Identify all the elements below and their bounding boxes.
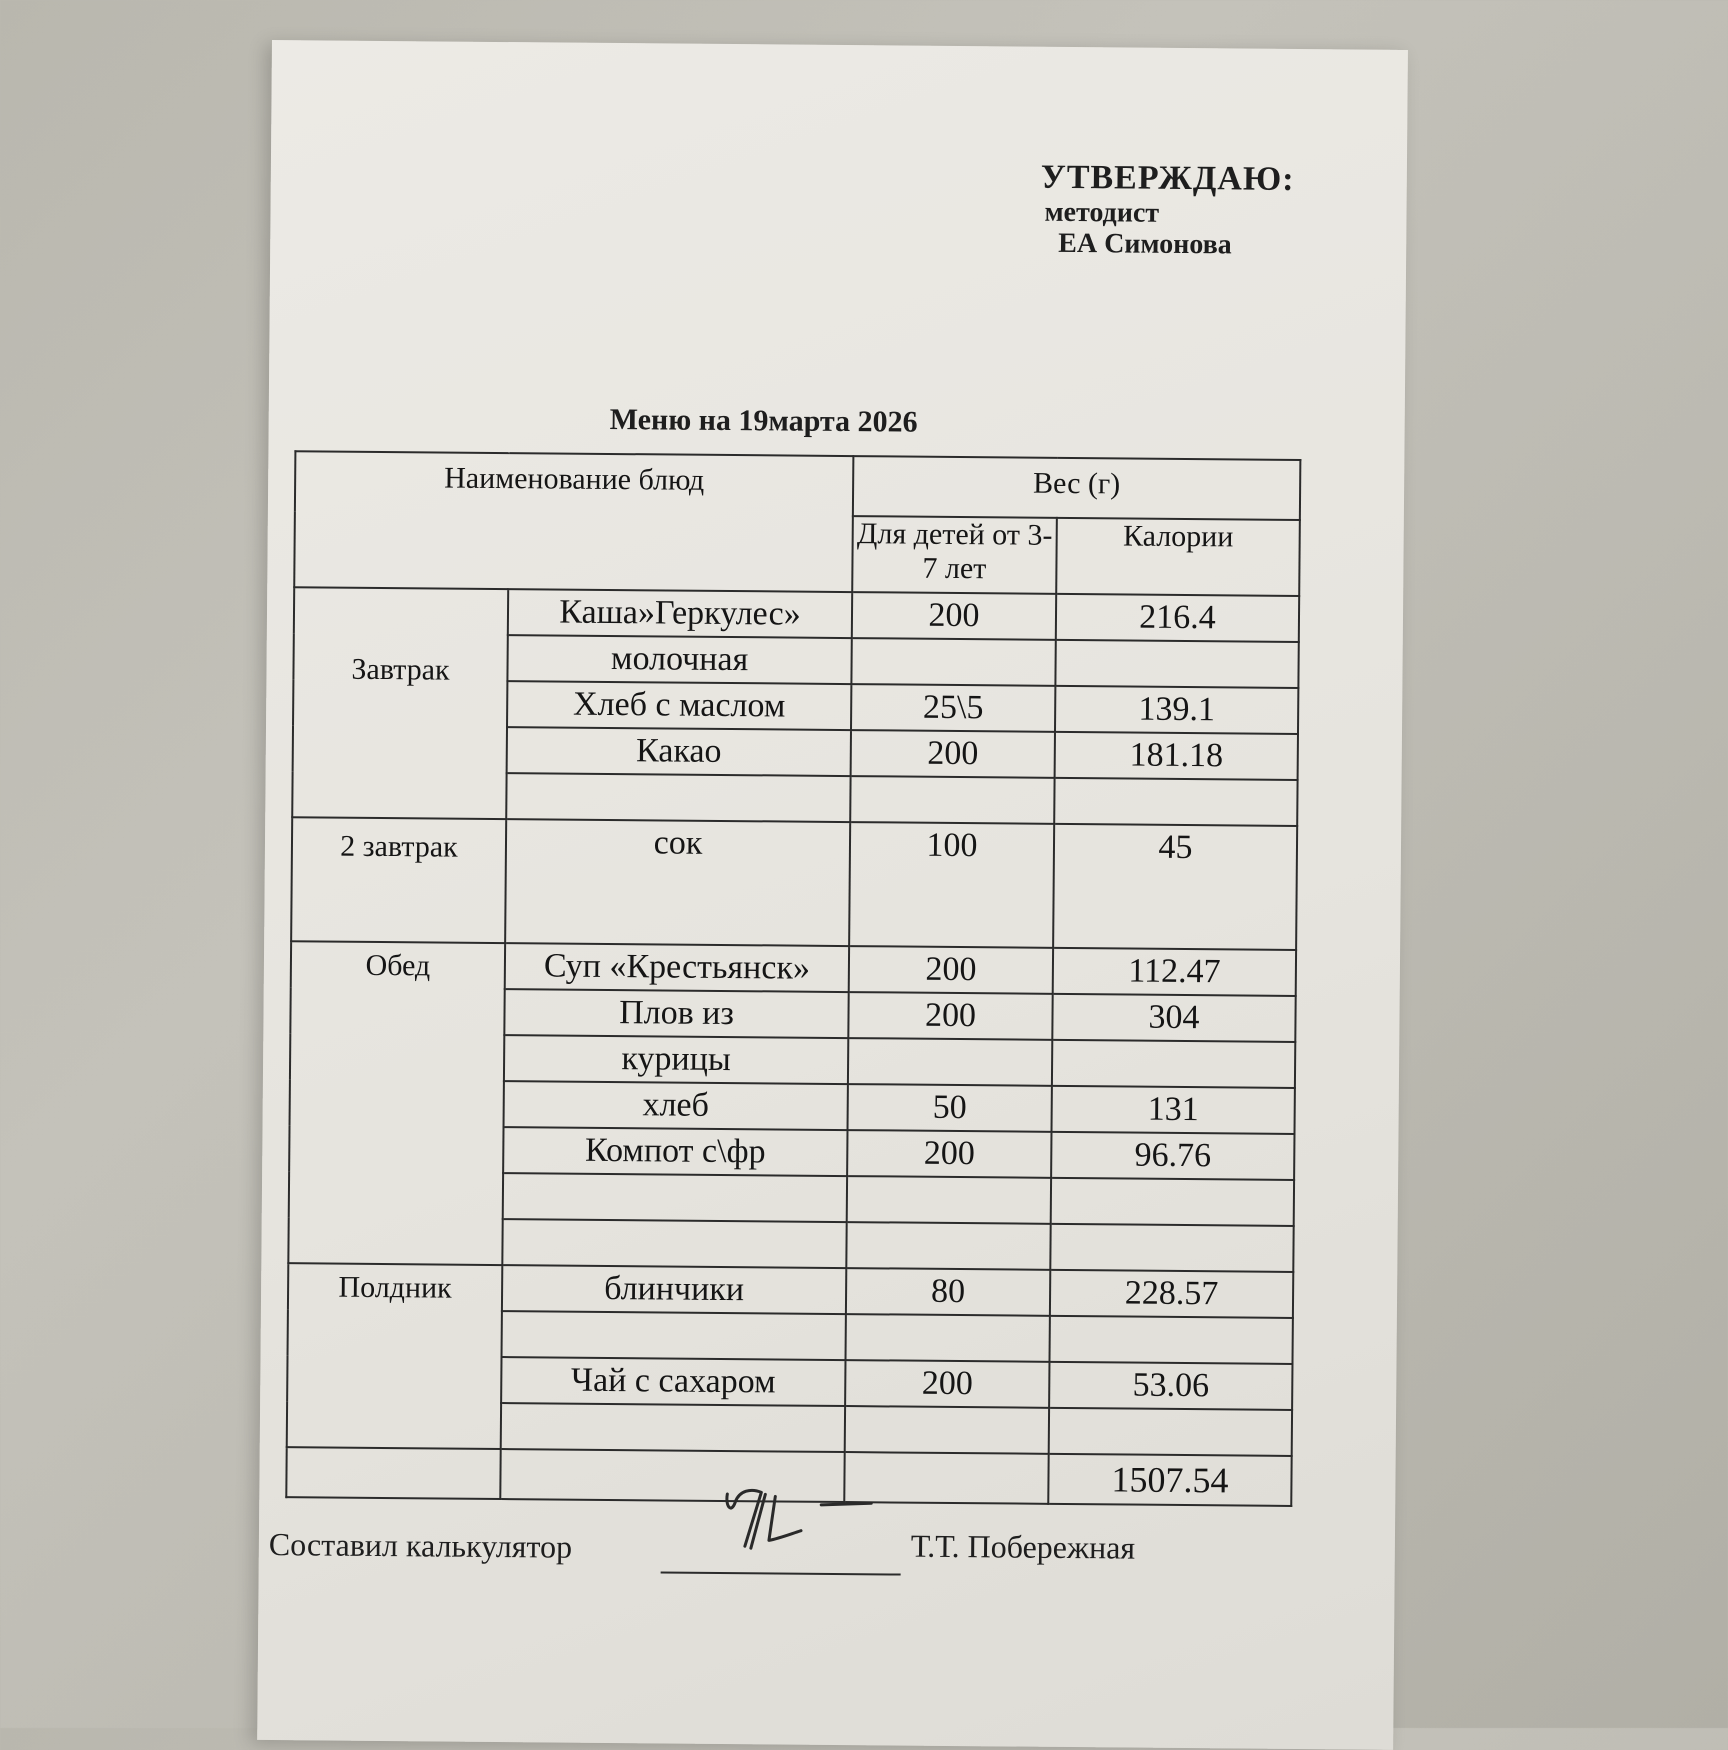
calories-cell: 131 bbox=[1052, 1086, 1295, 1134]
total-empty-cell bbox=[286, 1447, 500, 1499]
calories-cell: 181.18 bbox=[1055, 732, 1298, 780]
calories-cell: 216.4 bbox=[1056, 594, 1299, 642]
weight-cell bbox=[845, 1406, 1049, 1454]
calories-cell bbox=[1051, 1178, 1294, 1226]
header-dish-name: Наименование блюд bbox=[294, 451, 853, 592]
calories-cell bbox=[1049, 1408, 1292, 1456]
dish-cell: молочная bbox=[507, 635, 851, 684]
calories-cell: 139.1 bbox=[1055, 686, 1298, 734]
table-row bbox=[294, 587, 1299, 642]
weight-cell bbox=[846, 1314, 1050, 1362]
calories-cell bbox=[1055, 640, 1298, 688]
weight-cell: 200 bbox=[847, 1130, 1051, 1178]
calories-cell: 53.06 bbox=[1049, 1362, 1292, 1410]
total-calories: 1507.54 bbox=[1048, 1454, 1291, 1506]
weight-cell bbox=[850, 776, 1054, 824]
weight-cell: 200 bbox=[851, 730, 1055, 778]
handwritten-signature bbox=[721, 1480, 882, 1561]
dish-cell bbox=[503, 1173, 847, 1222]
weight-cell bbox=[851, 638, 1055, 686]
dish-cell: Каша»Геркулес» bbox=[508, 589, 852, 638]
header-row bbox=[295, 451, 1301, 520]
weight-cell: 50 bbox=[848, 1084, 1052, 1132]
calories-cell bbox=[1050, 1316, 1293, 1364]
menu-title: Меню на 19марта 2026 bbox=[609, 402, 918, 439]
header-children: Для детей от 3-7 лет bbox=[852, 516, 1057, 594]
header-weight: Вес (г) bbox=[853, 456, 1301, 520]
calories-cell: 304 bbox=[1052, 994, 1295, 1042]
weight-cell bbox=[848, 1038, 1052, 1086]
meal-snack: Полдник bbox=[287, 1263, 503, 1449]
dish-cell bbox=[502, 1311, 846, 1360]
calories-cell: 96.76 bbox=[1051, 1132, 1294, 1180]
dish-cell: Компот с\фр bbox=[503, 1127, 847, 1176]
weight-cell: 200 bbox=[848, 992, 1052, 1040]
dish-cell bbox=[502, 1219, 846, 1268]
dish-cell: курицы bbox=[504, 1035, 848, 1084]
weight-cell bbox=[847, 1176, 1051, 1224]
dish-cell: Суп «Крестьянск» bbox=[505, 943, 849, 992]
calories-cell: 112.47 bbox=[1053, 948, 1296, 996]
dish-cell: блинчики bbox=[502, 1265, 846, 1314]
weight-cell: 80 bbox=[846, 1268, 1050, 1316]
calories-cell: 228.57 bbox=[1050, 1270, 1293, 1318]
weight-cell: 25\5 bbox=[851, 684, 1055, 732]
calories-cell bbox=[1054, 778, 1297, 826]
meal-second-breakfast: 2 завтрак bbox=[291, 817, 506, 943]
menu-table bbox=[285, 450, 1301, 1507]
compiled-by-label: Составил калькулятор bbox=[268, 1526, 573, 1565]
approval-position: методист bbox=[1044, 196, 1160, 229]
compiler-name: Т.Т. Побережная bbox=[910, 1527, 1136, 1566]
dish-cell bbox=[501, 1403, 845, 1452]
calories-cell: 45 bbox=[1053, 824, 1297, 950]
weight-cell: 100 bbox=[849, 822, 1054, 948]
dish-cell: сок bbox=[505, 819, 850, 946]
weight-cell: 200 bbox=[849, 946, 1053, 994]
table-row bbox=[288, 1263, 1293, 1318]
weight-cell: 200 bbox=[852, 592, 1056, 640]
signature-line bbox=[661, 1571, 901, 1575]
calories-cell bbox=[1052, 1040, 1295, 1088]
dish-cell: Какао bbox=[507, 727, 851, 776]
approval-name: ЕА Симонова bbox=[1058, 228, 1232, 261]
weight-cell bbox=[846, 1222, 1050, 1270]
meal-breakfast: Завтрак bbox=[292, 587, 508, 819]
dish-cell: Плов из bbox=[504, 989, 848, 1038]
dish-cell bbox=[506, 773, 850, 822]
dish-cell: Чай с сахаром bbox=[501, 1357, 845, 1406]
dish-cell: Хлеб с маслом bbox=[507, 681, 851, 730]
approval-heading: УТВЕРЖДАЮ: bbox=[1040, 158, 1295, 198]
dish-cell: хлеб bbox=[504, 1081, 848, 1130]
meal-lunch: Обед bbox=[288, 941, 505, 1265]
table-row bbox=[291, 941, 1296, 996]
approval-block bbox=[1040, 159, 1295, 262]
table-row bbox=[291, 817, 1297, 950]
calories-cell bbox=[1050, 1224, 1293, 1272]
menu-sheet bbox=[257, 40, 1408, 1750]
weight-cell: 200 bbox=[845, 1360, 1049, 1408]
header-calories: Калории bbox=[1056, 518, 1300, 596]
